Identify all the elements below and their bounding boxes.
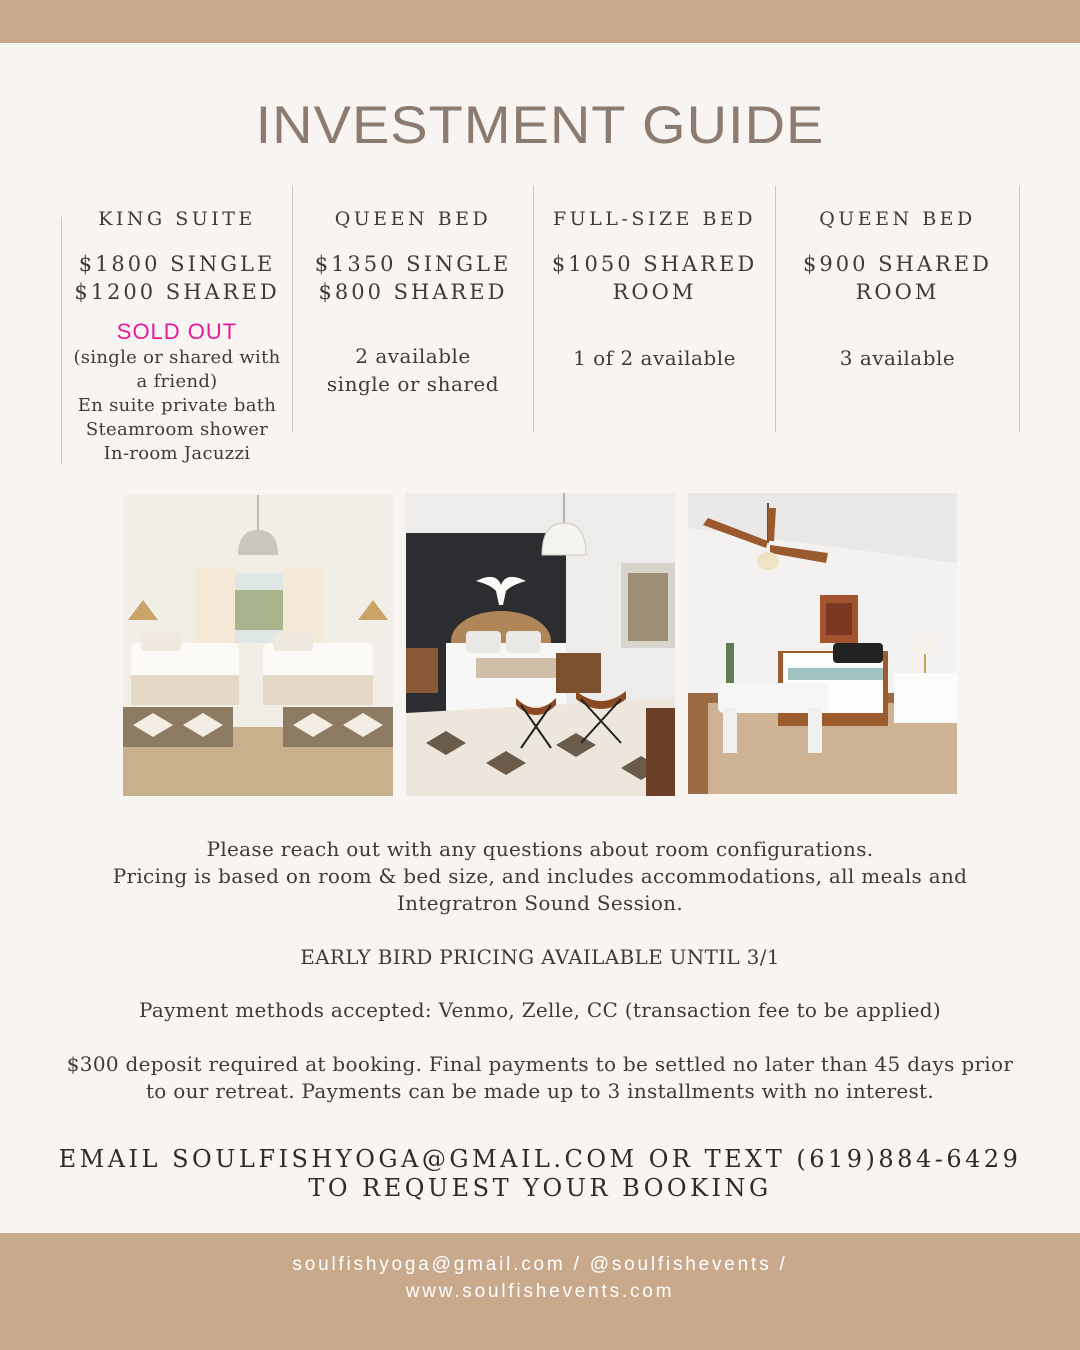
page-title: INVESTMENT GUIDE <box>255 94 825 155</box>
info-line: Pricing is based on room & bed size, and includes accommodations, all meals and <box>112 864 968 888</box>
price-line: $1200 SHARED <box>74 280 280 304</box>
footer-line[interactable]: www.soulfishevents.com <box>405 1281 675 1302</box>
room-heading: KING SUITE <box>98 208 256 230</box>
sold-out-badge: SOLD OUT <box>116 319 238 344</box>
info-line: to our retreat. Payments can be made up to 3 installments with no interest. <box>145 1079 935 1103</box>
info-payment-methods: Payment methods accepted: Venmo, Zelle, CC (transaction fee to be applied) <box>139 998 941 1022</box>
price-line: $1800 SINGLE <box>78 252 276 276</box>
room-price <box>776 250 1019 306</box>
cta-line[interactable]: EMAIL SOULFISHYOGA@GMAIL.COM OR TEXT (619)884-6429 <box>58 1145 1022 1173</box>
detail-line: (single or shared with <box>73 347 281 368</box>
info-line: Please reach out with any questions about room configurations. <box>206 837 874 861</box>
room-heading: QUEEN BED <box>819 208 976 230</box>
room-availability <box>534 344 775 372</box>
room-column-full-size-bed <box>534 208 775 408</box>
room-availability <box>293 342 533 398</box>
availability-line: 1 of 2 available <box>573 346 736 370</box>
price-line: ROOM <box>855 280 940 304</box>
room-availability <box>776 344 1019 372</box>
room-column-queen-bed <box>293 208 533 408</box>
price-line: $1050 SHARED <box>551 252 758 276</box>
room-heading: FULL-SIZE BED <box>552 208 757 230</box>
room-photo-queen-bed <box>406 493 675 796</box>
price-line: ROOM <box>612 280 697 304</box>
detail-line: En suite private bath <box>77 395 277 416</box>
room-price <box>293 250 533 306</box>
room-photo-fan-bedroom <box>688 493 957 794</box>
footer-contact <box>0 1251 1080 1305</box>
availability-line: single or shared <box>326 372 500 396</box>
detail-line: a friend) <box>136 371 218 392</box>
info-deposit <box>30 1051 1050 1105</box>
footer-line[interactable]: soulfishyoga@gmail.com / @soulfishevents / <box>292 1254 788 1275</box>
price-line: $1350 SINGLE <box>314 252 512 276</box>
price-line: $900 SHARED <box>803 252 992 276</box>
room-column-queen-bed-shared <box>776 208 1019 408</box>
room-price <box>62 250 292 306</box>
column-divider <box>1019 186 1020 432</box>
room-photo-twin-beds <box>123 495 393 796</box>
availability-line: 2 available <box>355 344 471 368</box>
info-line: $300 deposit required at booking. Final payments to be settled no later than 45 days prior <box>66 1052 1014 1076</box>
detail-line: Steamroom shower <box>85 419 269 440</box>
cta-line: TO REQUEST YOUR BOOKING <box>308 1174 772 1202</box>
info-pricing <box>30 836 1050 917</box>
availability-line: 3 available <box>839 346 956 370</box>
price-line: $800 SHARED <box>318 280 508 304</box>
booking-call-to-action <box>0 1145 1080 1203</box>
room-details <box>62 346 292 466</box>
info-line: Integratron Sound Session. <box>396 891 684 915</box>
info-early-bird: EARLY BIRD PRICING AVAILABLE UNTIL 3/1 <box>300 945 780 969</box>
room-price <box>534 250 775 306</box>
room-heading: QUEEN BED <box>334 208 492 230</box>
detail-line: In-room Jacuzzi <box>103 443 251 464</box>
room-column-king-suite <box>62 208 292 468</box>
top-band <box>0 0 1080 43</box>
